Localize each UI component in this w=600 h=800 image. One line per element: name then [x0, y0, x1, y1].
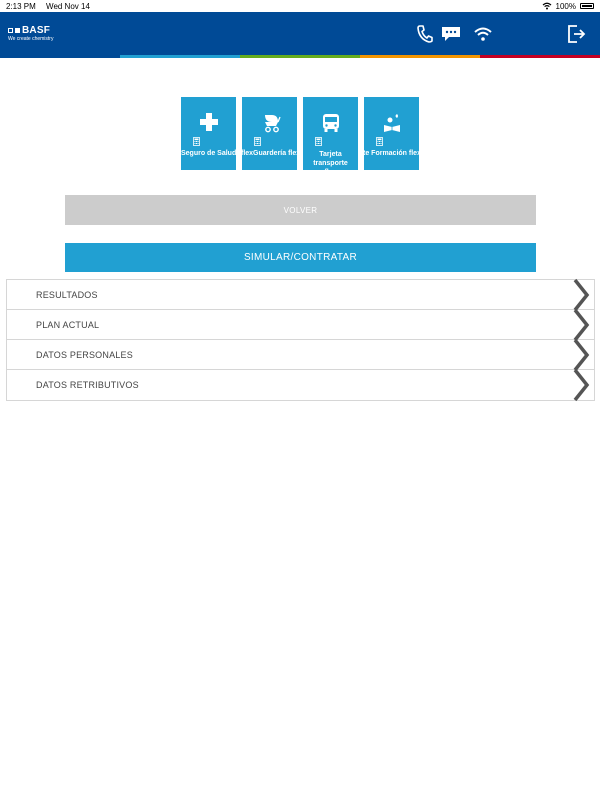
status-left [6, 2, 98, 11]
status-time: 2:13 PM [6, 1, 36, 11]
tile-formacion[interactable] [364, 97, 419, 170]
tile-guarderia[interactable] [241, 97, 301, 170]
status-bar [0, 0, 600, 12]
battery-icon [580, 3, 594, 9]
logo-name: BASF [22, 24, 51, 36]
bus-icon [303, 113, 358, 133]
status-right [542, 2, 594, 11]
tile-seguro-salud[interactable] [181, 97, 236, 170]
list-item-resultados[interactable] [7, 280, 594, 310]
calculator-icon [193, 133, 200, 151]
status-date: Wed Nov 14 [46, 1, 90, 11]
calculator-icon [376, 133, 383, 151]
plus-icon [181, 113, 236, 131]
logout-icon[interactable] [560, 18, 592, 50]
brand-color-stripe [0, 55, 600, 58]
tile-label: te Formación flex [363, 150, 421, 157]
app-header [0, 12, 600, 55]
tile-label: Tarjeta transporte flex [313, 151, 348, 176]
battery-percent: 100% [555, 1, 576, 11]
tile-label: flexGuardería flex [241, 150, 301, 157]
wifi-icon[interactable] [467, 18, 499, 50]
chevron-right-icon [572, 340, 590, 370]
wifi-status-icon [542, 2, 552, 10]
list-item-label: RESULTADOS [36, 289, 98, 300]
tile-tarjeta-transporte[interactable] [303, 97, 358, 176]
list-item-datos-retributivos[interactable] [7, 370, 594, 400]
basf-logo [8, 26, 53, 42]
tile-label: Seguro de Salud [181, 150, 237, 157]
book-icon [364, 113, 419, 133]
list-item-plan-actual[interactable] [7, 310, 594, 340]
chat-icon[interactable] [435, 18, 467, 50]
simular-contratar-button[interactable]: SIMULAR/CONTRATAR [65, 243, 536, 272]
volver-button[interactable]: VOLVER [65, 195, 536, 225]
chevron-right-icon [572, 280, 590, 310]
list-item-label: PLAN ACTUAL [36, 319, 100, 330]
stroller-icon [242, 113, 297, 133]
menu-list [6, 279, 595, 401]
list-item-datos-personales[interactable] [7, 340, 594, 370]
list-item-label: DATOS PERSONALES [36, 349, 133, 360]
benefit-tiles [181, 97, 421, 176]
calculator-icon [315, 133, 322, 151]
logo-tagline: We create chemistry [8, 35, 54, 42]
chevron-right-icon [572, 370, 590, 400]
list-item-label: DATOS RETRIBUTIVOS [36, 380, 139, 390]
calculator-icon [254, 133, 261, 151]
chevron-right-icon [572, 310, 590, 340]
